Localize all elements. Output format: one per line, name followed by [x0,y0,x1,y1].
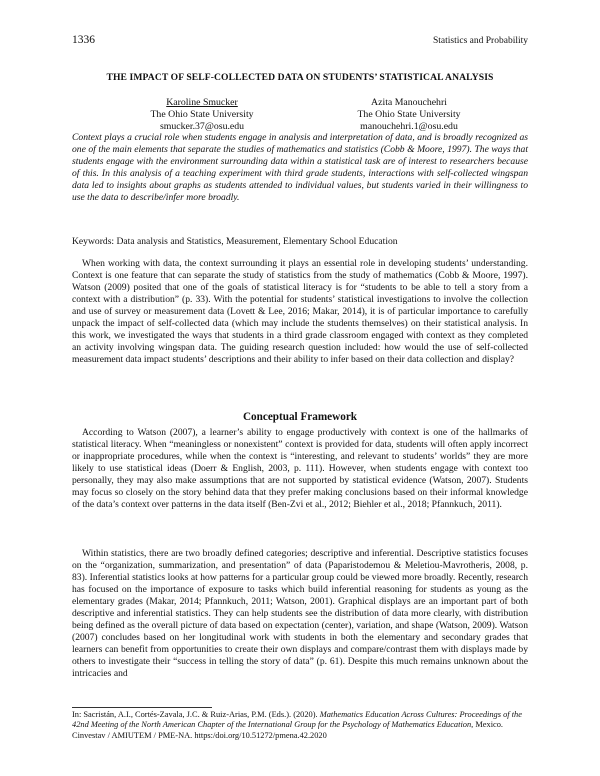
intro-paragraph: When working with data, the context surrounding it plays an essential role in developing students’ understanding. Context is one feature that can separate the study of statistics from the study of mathematics (Cobb & Moore, 1997). Watson (2009) posited that one of the goals of statistical literacy is for “students to be able to tell a story from a context with a distribution” (p. 33). With the potential for students’ statistical investigations to involve the collection and use of survey or measurement data (Lovett & Lee, 2016; Makar, 2014), it is of particular importance to carefully unpack the impact of self-collected data (which may include the students themselves) on their statistical analysis. In this work, we investigated the ways that students in a third grade classroom engaged with context as they completed an activity involving wingspan data. The guiding research question included: how would the use of self-collected measurement data impact students’ descriptions and their ability to infer based on their data collection and display? [72,258,528,366]
author-affiliation: The Ohio State University [150,109,254,121]
running-title: Statistics and Probability [433,36,528,46]
author-block-1 [102,97,302,134]
citation-suffix: , Mexico. Cinvestav / AMIUTEM / PME-NA. https:/doi.org/10.51272/pmena.42.2020 [72,720,504,740]
framework-paragraph-2: Within statistics, there are two broadly defined categories; descriptive and inferential. Descriptive statistics focuses on the “organization, summarization, and presentation” of data (Paparistodemou & Meletiou-Mavrotheris, 2008, p. 83). Inferential statistics looks at how patterns for a particular group could be viewed more broadly. Recently, research has focused on the importance of exposure to tasks which build inferential reasoning for students as young as the elementary grades (Makar, 2014; Pfannkuch, 2011; Watson, 2001). Graphical displays are an important part of both descriptive and inferential statistics. They can help students see the distribution of data more clearly, with distribution being defined as the overall picture of data based on expectation (center), variation, and shape (Watson, 2009). Watson (2007) concludes based on her longitudinal work with students in both the elementary and secondary grades that learners can benefit from opportunities to create their own displays and compare/contrast them with displays made by others to investigate their “success in telling the story of data” (p. 61). Despite this much remains unknown about the intricacies and [72,548,528,680]
author-email: smucker.37@osu.edu [159,121,245,133]
keywords: Keywords: Data analysis and Statistics, Measurement, Elementary School Education [72,236,398,247]
citation-proceedings: Mathematics Education Across Cultures: Proceedings of the 42nd Meeting of the North American Chapter of the International Group for the Psychology of Mathematics Education [72,710,522,730]
paper-title: THE IMPACT OF SELF-COLLECTED DATA ON STUDENTS’ STATISTICAL ANALYSIS [106,72,494,83]
author-affiliation: The Ohio State University [357,109,461,121]
citation-prefix: In: Sacristán, A.I., Cortés-Zavala, J.C. & Ruiz-Arias, P.M. (Eds.). (2020). [72,710,320,719]
section-heading: Conceptual Framework [242,411,358,423]
author-name: Karoline Smucker [166,97,238,108]
page-number: 1336 [72,34,95,46]
author-email: manouchehri.1@osu.edu [360,121,458,133]
citation-footer [72,710,532,741]
abstract: Context plays a crucial role when students engage in analysis and interpretation of data, and is broadly recognized as one of the main elements that separate the studies of mathematics and statistics (Cobb & Moore, 1997). The ways that students engage with the environment surrounding data within a statistical task are of interest to researchers because of this. In this analysis of a teaching experiment with third grade students, interactions with self-collected wingspan data led to insights about graphs as students attended to individual values, but students varied in their willingness to use the data to describe/infer more broadly. [72,132,528,204]
author-block-2 [309,97,509,134]
framework-paragraph-1: According to Watson (2007), a learner’s ability to engage productively with context is one of the hallmarks of statistical literacy. When “meaningless or nonexistent” context is provided for data, students will often apply incorrect or inappropriate procedures, while when the context is “interesting, and relevant to students’ worlds” they are more likely to use statistical ideas (Doerr & English, 2003, p. 111). However, when students engage with context too personally, they may also make assumptions that are not supported by statistical evidence (Watson, 2007). Students may focus so closely on the story behind data that they prefer making conclusions based on their informal knowledge of the data’s context over patterns in the data itself (Ben-Zvi et al., 2012; Biehler et al., 2018; Pfannkuch, 2011). [72,427,528,511]
author-name: Azita Manouchehri [371,97,447,108]
footnote-divider [72,707,212,708]
